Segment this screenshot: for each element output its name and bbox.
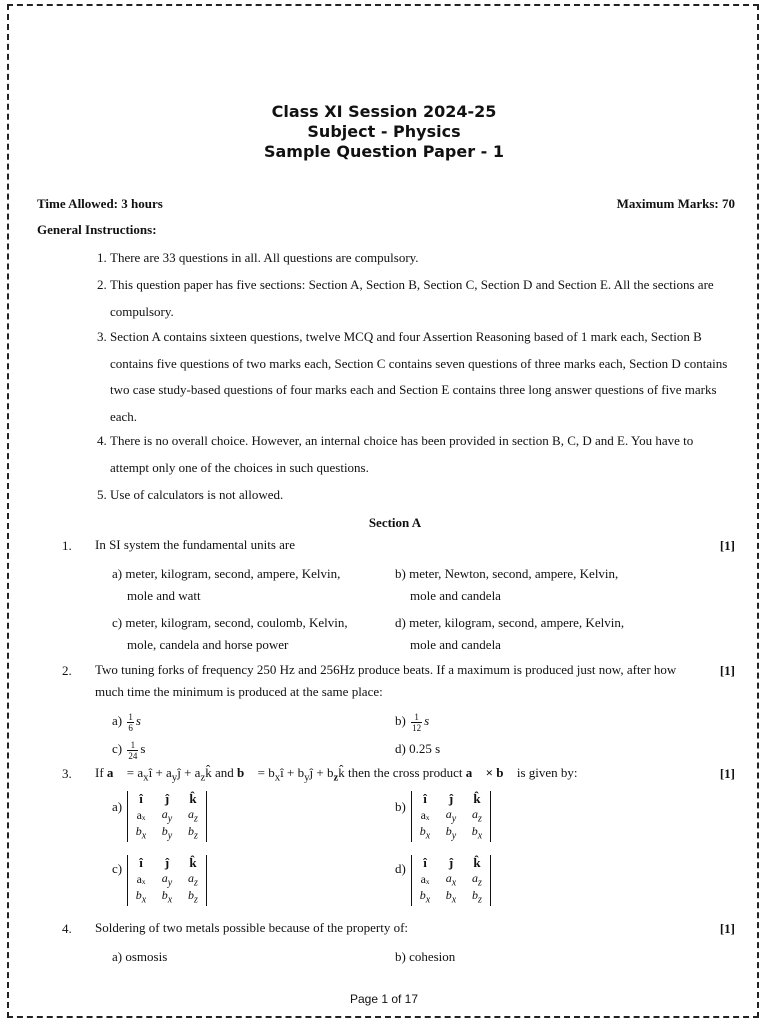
paper-header bbox=[0, 102, 768, 162]
option-d-determinant: î ĵ k̂ aₓ $a_x$ $a_z$ $b_x$ $b_x$ $b_z$ bbox=[411, 855, 491, 906]
option-a-determinant: î ĵ k̂ aₓ $a_y$ $a_z$ $b_x$ $b_y$ $b_z$ bbox=[127, 791, 207, 842]
maximum-marks: Maximum Marks: 70 bbox=[616, 196, 735, 211]
option-b: b) $\frac{1}{12}$ s bbox=[395, 711, 430, 733]
option-b-label: b) bbox=[395, 799, 406, 814]
instruction-item: 5. Use of calculators is not allowed. bbox=[97, 487, 284, 502]
time-allowed: Time Allowed: 3 hours bbox=[37, 196, 163, 211]
question-marks: [1] bbox=[719, 663, 735, 678]
option-a: a) meter, kilogram, second, ampere, Kelvin, mole and watt bbox=[112, 566, 341, 603]
class-session-title: Class XI Session 2024-25 bbox=[271, 102, 497, 121]
question-marks: [1] bbox=[719, 766, 735, 781]
question-number: 2. bbox=[62, 663, 72, 678]
paper-title: Sample Question Paper - 1 bbox=[263, 142, 504, 161]
question-text: If a⃗ = $a_xî$ + $a_yĵ$ + $a_zk̂$ and b⃗ = $b_xî$ + $b_yĵ$ + $b_zk̂$ then the cross product a⃗ × b⃗ is given by: bbox=[95, 765, 578, 784]
question-text: Two tuning forks of frequency 250 Hz and 256Hz produce beats. If a maximum is produced just now, after how much time the minimum is produced at the same place: bbox=[95, 662, 677, 699]
subject-title: Subject - Physics bbox=[307, 122, 461, 141]
fraction: $\frac{1}{6}$ bbox=[128, 711, 133, 733]
instructions-title: General Instructions: bbox=[37, 222, 157, 237]
question-text: In SI system the fundamental units are bbox=[95, 537, 296, 552]
option-d-label: d) bbox=[395, 861, 406, 876]
question-number: 3. bbox=[62, 766, 72, 781]
fraction: $\frac{1}{12}$ bbox=[412, 711, 422, 733]
option-d: d) 0.25 s bbox=[395, 741, 441, 756]
option-c-label: c) bbox=[112, 861, 123, 876]
fraction: $\frac{1}{24}$ bbox=[128, 739, 138, 761]
instruction-item: 1. There are 33 questions in all. All questions are compulsory. bbox=[97, 250, 419, 265]
option-b-determinant: î ĵ k̂ aₓ $a_y$ $a_z$ $b_x$ $b_y$ $b_x$ bbox=[411, 791, 491, 842]
page-number: Page 1 of 17 bbox=[349, 992, 419, 1006]
option-a: a) osmosis bbox=[112, 949, 168, 964]
option-c: c) meter, kilogram, second, coulomb, Kelvin, mole, candela and horse power bbox=[112, 615, 348, 652]
option-a-label: a) bbox=[112, 799, 123, 814]
instruction-item: 3. Section A contains sixteen questions, twelve MCQ and four Assertion Reasoning based of 1 mark each, Section B contains five questions of two marks each, Section C contains seven questions of three marks each, Section D contains two case study-based questions of four marks each and Section E contains three long answer questions of five marks each. bbox=[97, 329, 728, 424]
option-b: b) cohesion bbox=[395, 949, 456, 964]
option-d: d) meter, kilogram, second, ampere, Kelvin, mole and candela bbox=[395, 615, 625, 652]
question-number: 4. bbox=[62, 921, 72, 936]
section-title: Section A bbox=[368, 515, 422, 530]
question-marks: [1] bbox=[719, 538, 735, 553]
option-c-determinant: î ĵ k̂ aₓ $a_y$ $a_z$ $b_x$ $b_x$ $b_z$ bbox=[127, 855, 207, 906]
option-a: a) $\frac{1}{6}$ s bbox=[112, 711, 141, 733]
option-c: c) $\frac{1}{24}$ s bbox=[112, 739, 146, 761]
instruction-item: 2. This question paper has five sections: Section A, Section B, Section C, Section D and Section E. All the sections are compulsory. bbox=[97, 277, 714, 319]
question-marks: [1] bbox=[719, 921, 735, 936]
option-b: b) meter, Newton, second, ampere, Kelvin, mole and candela bbox=[395, 566, 619, 603]
question-number: 1. bbox=[62, 538, 72, 553]
question-text: Soldering of two metals possible because of the property of: bbox=[95, 920, 409, 935]
instruction-item: 4. There is no overall choice. However, an internal choice has been provided in section B, C, D and E. You have to attempt only one of the choices in such questions. bbox=[97, 433, 694, 475]
